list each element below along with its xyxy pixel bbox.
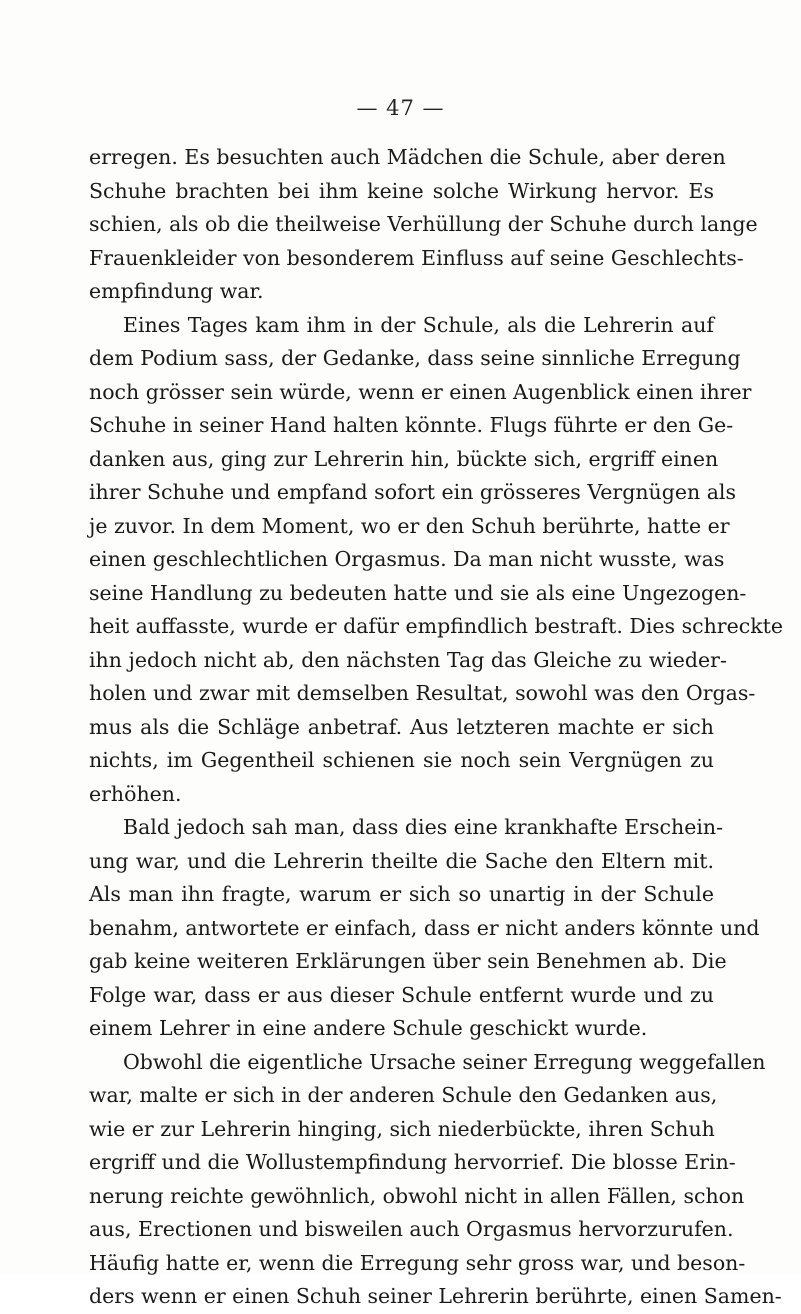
text-line: ihn jedoch nicht ab, den nächsten Tag das Gleiche zu wieder-: [89, 647, 727, 672]
text-line: aus, Erectionen und bisweilen auch Orgasmus hervorzurufen.: [89, 1217, 734, 1241]
paragraph: [89, 309, 783, 812]
text-line: war, malte er sich in der anderen Schule den Gedanken aus,: [89, 1083, 718, 1107]
text-line: gab keine weiteren Erklärungen über sein Benehmen ab. Die: [89, 949, 727, 973]
body-text: [89, 141, 783, 1314]
page-number: — 47 —: [356, 96, 445, 120]
text-line: noch grösser sein würde, wenn er einen Augenblick einen ihrer: [89, 379, 752, 404]
text-line: ergriff und die Wollustempfindung hervorrief. Die blosse Erin-: [89, 1150, 736, 1174]
text-line: mus als die Schläge anbetraf. Aus letzteren machte er sich: [89, 714, 714, 739]
text-line: ihrer Schuhe und empfand sofort ein grösseres Vergnügen als: [89, 480, 736, 504]
text-line: wie er zur Lehrerin hinging, sich niederbückte, ihren Schuh: [89, 1116, 715, 1141]
text-line: Als man ihn fragte, warum er sich so unartig in der Schule: [89, 882, 714, 906]
text-line: danken aus, ging zur Lehrerin hin, bückte sich, ergriff einen: [89, 446, 719, 471]
text-line: Obwohl die eigentliche Ursache seiner Erregung weggefallen: [123, 1049, 766, 1074]
paragraph: [89, 1046, 782, 1314]
text-line: einen geschlechtlichen Orgasmus. Da man nicht wusste, was: [89, 547, 725, 571]
text-line: nichts, im Gegentheil schienen sie noch sein Vergnügen zu: [89, 748, 714, 772]
paragraph: [89, 141, 758, 309]
text-line: schien, als ob die theilweise Verhüllung der Schuhe durch lange: [89, 212, 758, 236]
text-line: nerung reichte gewöhnlich, obwohl nicht in allen Fällen, schon: [89, 1183, 745, 1208]
paragraph: [89, 811, 760, 1046]
text-line: Frauenkleider von besonderem Einfluss auf seine Geschlechts-: [89, 245, 744, 270]
text-line: erregen. Es besuchten auch Mädchen die Schule, aber deren: [89, 145, 726, 169]
text-line: Eines Tages kam ihm in der Schule, als die Lehrerin auf: [123, 312, 714, 337]
text-line: erhöhen.: [89, 781, 182, 806]
text-line: Schuhe in seiner Hand halten könnte. Flugs führte er den Ge-: [89, 413, 734, 437]
text-line: empfindung war.: [89, 279, 264, 303]
text-line: seine Handlung zu bedeuten hatte und sie als eine Ungezogen-: [89, 580, 747, 605]
text-line: Häufig hatte er, wenn die Erregung sehr gross war, und beson-: [89, 1250, 746, 1275]
text-line: heit auffasste, wurde er dafür empfindlich bestraft. Dies schreckte: [89, 614, 783, 638]
text-line: holen und zwar mit demselben Resultat, sowohl was den Orgas-: [89, 681, 756, 705]
text-line: je zuvor. In dem Moment, wo er den Schuh berührte, hatte er: [89, 513, 730, 538]
text-line: ders wenn er einen Schuh seiner Lehrerin berührte, einen Samen-: [89, 1284, 782, 1308]
text-line: einem Lehrer in eine andere Schule geschickt wurde.: [89, 1016, 648, 1040]
text-line: dem Podium sass, der Gedanke, dass seine sinnliche Erregung: [89, 346, 741, 370]
text-line: Bald jedoch sah man, dass dies eine krankhafte Erschein-: [123, 815, 724, 839]
text-line: ung war, und die Lehrerin theilte die Sache den Eltern mit.: [89, 848, 714, 873]
text-line: benahm, antwortete er einfach, dass er nicht anders könnte und: [89, 915, 760, 940]
text-line: Schuhe brachten bei ihm keine solche Wirkung hervor. Es: [89, 178, 714, 203]
text-line: Folge war, dass er aus dieser Schule entfernt wurde und zu: [89, 982, 714, 1007]
